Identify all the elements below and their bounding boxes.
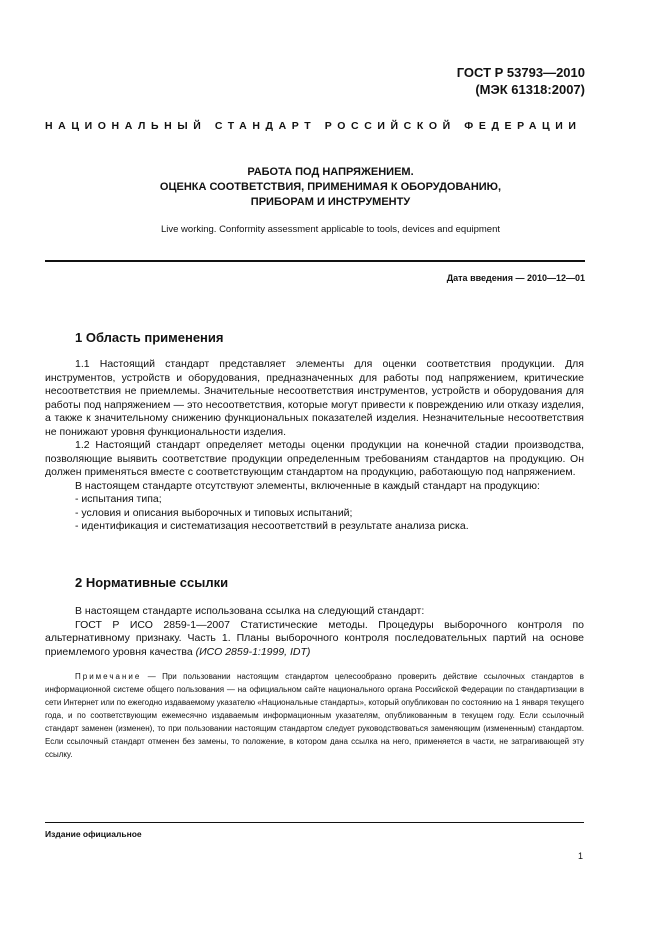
footer-divider xyxy=(45,822,584,823)
paragraph-1-3: В настоящем стандарте отсутствуют элементы, включенные в каждый стандарт на продукцию: xyxy=(75,479,540,492)
list-item: - идентификация и систематизация несоответствий в результате анализа риска. xyxy=(75,520,469,532)
reference-iso: (ИСО 2859-1:1999, IDT) xyxy=(195,645,311,658)
page-number: 1 xyxy=(577,851,583,861)
exclusions-list xyxy=(45,493,584,534)
note-paragraph xyxy=(45,670,584,761)
note-block xyxy=(45,670,584,761)
note-label: Примечание xyxy=(75,672,142,681)
list-item: - испытания типа; xyxy=(75,493,162,505)
title-line-1: РАБОТА ПОД НАПРЯЖЕНИЕМ. xyxy=(247,166,414,178)
intro-date: Дата введения — 2010—12—01 xyxy=(446,273,585,283)
title-line-2: ОЦЕНКА СООТВЕТСТВИЯ, ПРИМЕНИМАЯ К ОБОРУДОВАНИЮ, xyxy=(159,181,502,193)
iec-number: (МЭК 61318:2007) xyxy=(475,82,585,97)
paragraph-1-2: 1.2 Настоящий стандарт определяет методы оценки продукции на конечной стадии производства, позволяющие выявить соответствие продукции определенным требованиям стандартов на продукцию. Он должен применяться вместе с соответствующим стандартом на продукцию, работающую под напряжением. xyxy=(45,439,584,478)
standard-number: ГОСТ Р 53793—2010 xyxy=(456,65,585,80)
title-line-3: ПРИБОРАМ И ИНСТРУМЕНТУ xyxy=(250,196,411,208)
english-title: Live working. Conformity assessment applicable to tools, devices and equipment xyxy=(160,224,500,235)
section-1-body xyxy=(45,358,584,534)
edition-label: Издание официальное xyxy=(45,829,142,839)
paragraph-2-1: В настоящем стандарте использована ссылка на следующий стандарт: xyxy=(75,605,425,617)
standard-number-block xyxy=(457,64,585,98)
section-2-heading xyxy=(75,575,228,590)
note-text: — При пользовании настоящим стандартом целесообразно проверить действие ссылочных стандартов в информационной системе общего пользования — на официальном сайте национального органа Российской Федерации по стандартизации в сети Интернет или по ежегодно издаваемому указателю «Национальные стандарты», который опубликован по состоянию на 1 января текущего года, и по соответствующим ежемесячно издаваемым информационным указателям, опубликованным в текущем году. Если ссылочный стандарт заменен (изменен), то при пользовании настоящим стандартом следует руководствоваться заменяющим (измененным) стандартом. Если ссылочный стандарт отменен без замены, то положение, в котором дана ссылка на него, применяется в части, не затрагивающей эту ссылку. xyxy=(45,672,584,759)
national-standard-title: НАЦИОНАЛЬНЫЙ СТАНДАРТ РОССИЙСКОЙ ФЕДЕРАЦИИ xyxy=(45,120,582,132)
paragraph-1-1: 1.1 Настоящий стандарт представляет элементы для оценки соответствия продукции. Для инструментов, устройств и оборудования, предназначенных для работы под напряжением, критические несоответствия не приемлемы. Значительные несоответствия инструментов, устройств и оборудования для работы под напряжением — это несоответствия, которые могут привести к повреждению или отказу изделия, а также к значительному снижению функциональных показателей изделия. Незначительные несоответствия не понижают уровня функциональности изделия. xyxy=(45,358,584,438)
normative-reference: ГОСТ Р ИСО 2859-1—2007 Статистические методы. Процедуры выборочного контроля по альтернативному признаку. Часть 1. Планы выборочного контроля последовательных партий на основе приемлемого уровня качества xyxy=(45,618,584,658)
section-heading: 2 Нормативные ссылки xyxy=(75,575,229,590)
paragraph-2-2 xyxy=(45,619,584,660)
header-divider xyxy=(45,260,585,262)
section-2-body xyxy=(45,605,584,659)
section-1-heading xyxy=(75,330,224,345)
document-title xyxy=(0,165,661,210)
list-item: - условия и описания выборочных и типовых испытаний; xyxy=(75,506,353,519)
section-heading: 1 Область применения xyxy=(75,330,224,345)
